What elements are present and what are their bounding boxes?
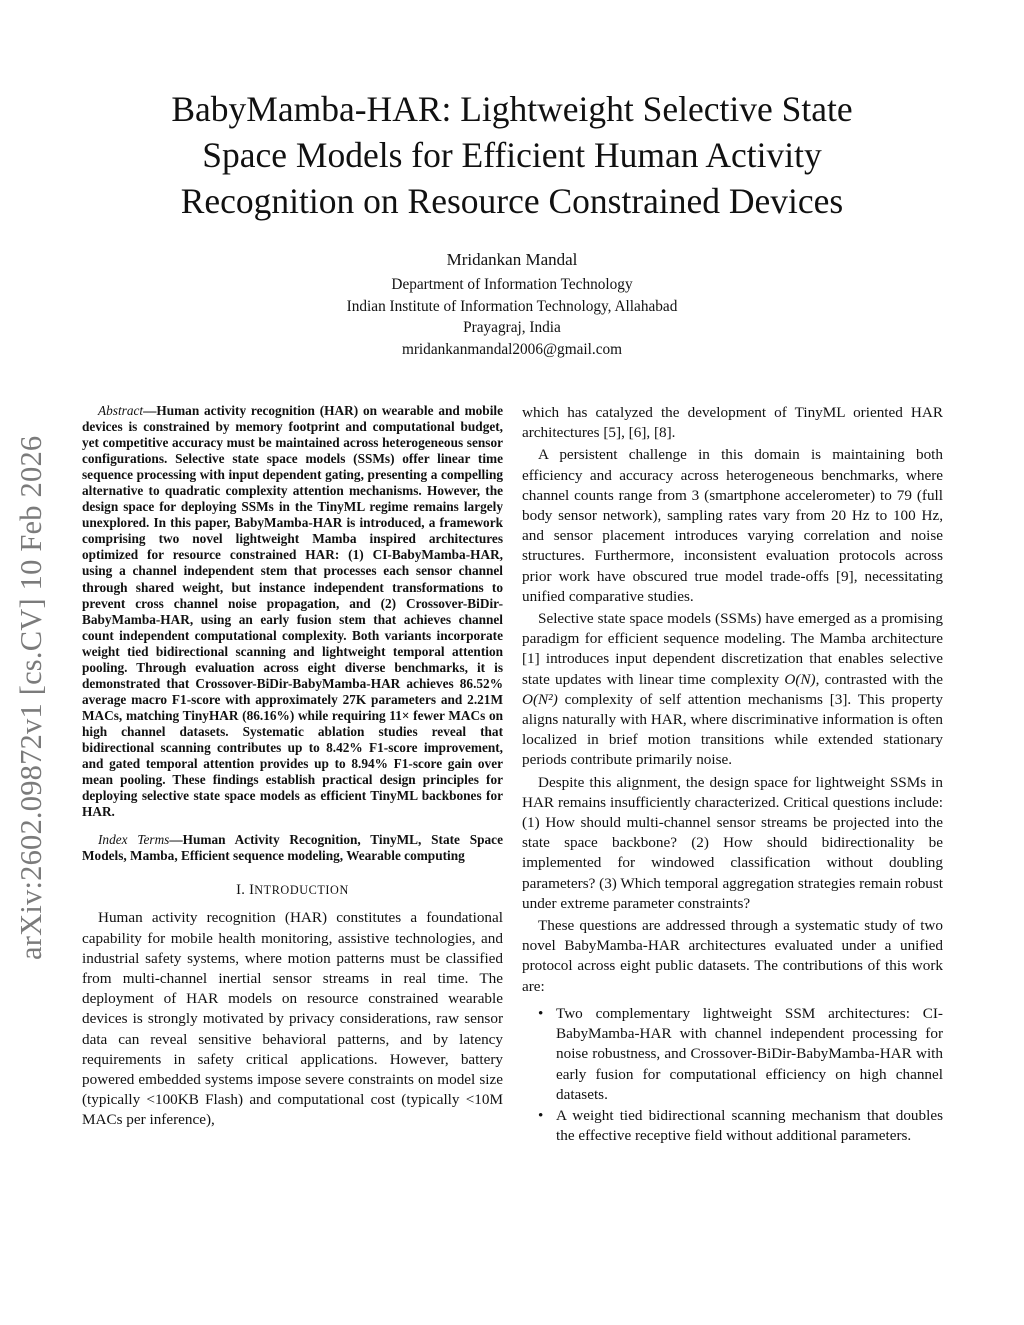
math-linear-complexity: O(N): [784, 670, 816, 688]
author-email: mridankanmandal2006@gmail.com: [401, 340, 623, 358]
paragraph-ssm-part-b: , contrasted with the: [815, 670, 944, 688]
title-line: BabyMamba-HAR: Lightweight Selective State: [171, 89, 853, 129]
bullet-icon: •: [538, 1106, 544, 1124]
paper-title: [80, 86, 944, 224]
paragraph-challenge: A persistent challenge in this domain is maintaining both efficiency and accuracy across heterogeneous benchmarks, where channel counts range from 3 (smartphone accelerometer) to 79 (full body sensor network), sampling rates vary from 20 Hz to 100 Hz, and sensor placement introduces varying correlation and noise structures. Furthermore, inconsistent evaluation protocols across prior work have obscured true model trade-offs [9], necessitating unified comparative studies.: [522, 446, 943, 605]
paragraph-ssm-part-a: Selective state space models (SSMs) have emerged as a promising paradigm for efficient sequence modeling. The Mamba architecture [1] introduces input dependent discretization that enables selective state updates with linear time complexity: [522, 610, 943, 688]
section-title-initial: I: [249, 882, 255, 899]
index-terms: [82, 832, 503, 864]
paragraph-ssm-part-c: complexity of self attention mechanisms [3]. This property aligns naturally with HAR, where discriminative information is often localized in brief motion transitions while extended stationary periods contribute primarily noise.: [522, 690, 943, 769]
title-line: Recognition on Resource Constrained Devices: [180, 181, 844, 221]
list-item-text: Two complementary lightweight SSM architectures: CI-BabyMamba-HAR with channel independent processing for noise robustness, and Crossover-BiDir-BabyMamba-HAR with early fusion for computational efficiency on high channel datasets.: [556, 1004, 943, 1103]
intro-continuation: which has catalyzed the development of TinyML oriented HAR architectures [5], [6], [8].: [522, 404, 943, 442]
contributions-list: [522, 1004, 943, 1146]
abstract: [82, 403, 503, 820]
author-location: Prayagraj, India: [463, 319, 561, 336]
paragraph-ssm: [522, 609, 943, 771]
bullet-icon: •: [538, 1004, 544, 1022]
abstract-dash: —: [143, 403, 157, 418]
author-block: [200, 249, 824, 360]
abstract-text: Human activity recognition (HAR) on wearable and mobile devices is constrained by memory footprint and computational budget, yet competitive accuracy must be maintained across heterogeneous sensor configurations. Selective state space models (SSMs) offer linear time sequence processing with input dependent gating, presenting a compelling alternative to quadratic complexity attention mechanisms. However, the design space for deploying SSMs in the TinyML regime remains largely unexplored. In this paper, BabyMamba-HAR is introduced, a framework comprising two novel lightweight Mamba inspired architectures optimized for resource constrained HAR: (1) CI-BabyMamba-HAR, using a channel independent stem that processes each sensor channel through shared weight, but instance independent transformations to prevent cross channel noise propagation, and (2) Crossover-BiDir-BabyMamba-HAR, using an early fusion stem that achieves channel count independent computational complexity. Both variants incorporate weight tied bidirectional scanning and lightweight temporal attention pooling. Through evaluation across eight diverse benchmarks, it is demonstrated that Crossover-BiDir-BabyMamba-HAR achieves 86.52% average macro F1-score with approximately 27K parameters and 2.21M MACs, matching TinyHAR (86.16%) while requiring 11× fewer MACs on high channel datasets. Systematic ablation studies reveal that bidirectional scanning contributes up to 8.42% F1-score improvement, and gated temporal attention provides up to 8.94% F1-score gain over mean pooling. These findings establish practical design principles for deploying selective state space models as efficient TinyML backbones for HAR.: [82, 403, 503, 820]
author-institute: Indian Institute of Information Technology, Allahabad: [346, 297, 678, 315]
math-quadratic-complexity: O(N²): [522, 690, 558, 708]
arxiv-identifier: arXiv:2602.09872v1 [cs.CV] 10 Feb 2026: [14, 435, 48, 960]
paragraph-contributions: These questions are addressed through a systematic study of two novel BabyMamba-HAR architectures evaluated under a unified protocol across eight public datasets. The contributions of this work are:: [522, 917, 943, 995]
list-item-text: A weight tied bidirectional scanning mechanism that doubles the effective receptive field without additional parameters.: [556, 1106, 943, 1145]
paragraph-questions: Despite this alignment, the design space for lightweight SSMs in HAR remains insufficiently characterized. Critical questions include: (1) How should multi-channel sensor streams be projected into the state space backbone? (2) How should bidirectionality be implemented for windowed classification without doubling parameters? (3) Which temporal aggregation strategies remain robust under extreme parameter constraints?: [522, 773, 944, 912]
index-terms-dash: —: [169, 832, 183, 848]
left-column: [82, 403, 503, 1133]
index-terms-text: Human Activity Recognition, TinyML, State Space Models, Mamba, Efficient sequence modeling, Wearable computing: [82, 832, 503, 864]
index-terms-label: Index Terms: [98, 832, 170, 848]
list-item: [522, 1004, 943, 1105]
section-title-rest: NTRODUCTION: [254, 883, 349, 898]
title-line: Space Models for Efficient Human Activity: [202, 135, 822, 175]
list-item: [522, 1106, 943, 1146]
intro-paragraph: Human activity recognition (HAR) constitutes a foundational capability for mobile health monitoring, assistive technologies, and industrial safety systems, where motion patterns must be classified from multi-channel inertial sensor streams in real time. The deployment of HAR models on resource constrained wearable devices is strongly motivated by privacy considerations, raw sensor data can reveal sensitive behavioral patterns, and by latency requirements in safety critical applications. However, battery powered embedded systems impose severe constraints on model size (typically <100KB Flash) and computational cost (typically <10M MACs per inference),: [82, 909, 503, 1129]
right-column: [522, 403, 943, 1147]
abstract-label: Abstract: [98, 403, 144, 418]
author-name: Mridankan Mandal: [446, 250, 578, 269]
author-department: Department of Information Technology: [391, 276, 633, 293]
section-heading-introduction: [82, 880, 503, 900]
section-number: I.: [236, 882, 246, 899]
